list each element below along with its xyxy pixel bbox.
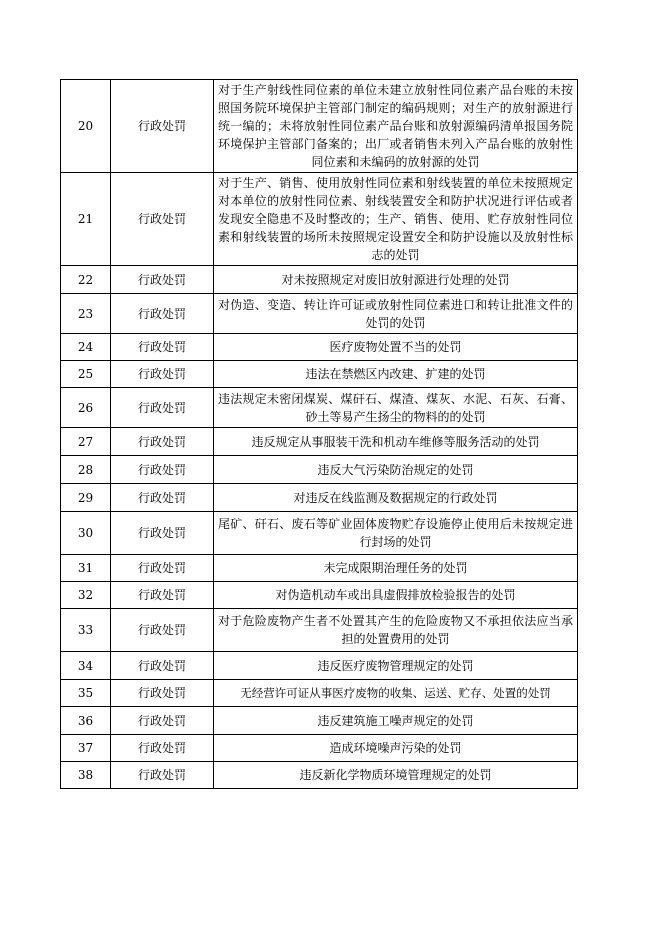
- row-item: 医疗废物处置不当的处罚: [214, 334, 578, 361]
- row-number: 23: [61, 294, 111, 334]
- table-row: [61, 762, 578, 789]
- table-row: [61, 707, 578, 735]
- row-item: 违反大气污染防治规定的处罚: [214, 456, 578, 484]
- row-item: 对于生产射线性同位素的单位未建立放射性同位素产品台账的未按照国务院环境保护主管部门制定的编码规则；对生产的放射源进行统一编的；未将放射性同位素产品台账和放射源编码清单报国务院环境保护主管部门备案的；出厂或者销售未列入产品台账的放射性同位素和未编码的放射源的处罚: [214, 80, 578, 173]
- table-row: [61, 80, 578, 173]
- row-type: 行政处罚: [111, 762, 214, 789]
- row-type: 行政处罚: [111, 707, 214, 735]
- penalty-table: [60, 79, 578, 789]
- row-type: 行政处罚: [111, 555, 214, 582]
- row-type: 行政处罚: [111, 456, 214, 484]
- table-row: [61, 361, 578, 388]
- row-item: 对于生产、销售、使用放射性同位素和射线装置的单位未按照规定对本单位的放射性同位素、射线装置安全和防护状况进行评估或者发现安全隐患不及时整改的；生产、销售、使用、贮存放射性同位素和射线装置的场所未按照规定设置安全和防护设施以及放射性标志的处罚: [214, 173, 578, 266]
- row-item: 违反新化学物质环境管理规定的处罚: [214, 762, 578, 789]
- row-number: 29: [61, 484, 111, 512]
- row-item: 无经营许可证从事医疗废物的收集、运送、贮存、处置的处罚: [214, 680, 578, 707]
- row-type: 行政处罚: [111, 361, 214, 388]
- row-item: 违法在禁燃区内改建、扩建的处罚: [214, 361, 578, 388]
- row-number: 28: [61, 456, 111, 484]
- row-type: 行政处罚: [111, 428, 214, 456]
- row-type: 行政处罚: [111, 512, 214, 555]
- row-item: 违法规定未密闭煤炭、煤矸石、煤渣、煤灰、水泥、石灰、石膏、砂土等易产生扬尘的物料的的处罚: [214, 388, 578, 428]
- row-number: 20: [61, 80, 111, 173]
- table-row: [61, 680, 578, 707]
- row-item: 对违反在线监测及数据规定的行政处罚: [214, 484, 578, 512]
- row-number: 22: [61, 266, 111, 294]
- row-number: 24: [61, 334, 111, 361]
- row-number: 38: [61, 762, 111, 789]
- row-number: 37: [61, 735, 111, 762]
- table-row: [61, 512, 578, 555]
- row-number: 25: [61, 361, 111, 388]
- row-number: 33: [61, 609, 111, 652]
- row-number: 26: [61, 388, 111, 428]
- row-type: 行政处罚: [111, 173, 214, 266]
- row-type: 行政处罚: [111, 266, 214, 294]
- row-number: 27: [61, 428, 111, 456]
- row-item: 未完成限期治理任务的处罚: [214, 555, 578, 582]
- row-type: 行政处罚: [111, 582, 214, 609]
- row-number: 21: [61, 173, 111, 266]
- table-row: [61, 334, 578, 361]
- table-row: [61, 266, 578, 294]
- row-item: 尾矿、矸石、废石等矿业固体废物贮存设施停止使用后未按规定进行封场的处罚: [214, 512, 578, 555]
- row-type: 行政处罚: [111, 294, 214, 334]
- table-row: [61, 456, 578, 484]
- row-item: 对于危险废物产生者不处置其产生的危险废物又不承担依法应当承担的处置费用的处罚: [214, 609, 578, 652]
- table-row: [61, 735, 578, 762]
- row-number: 34: [61, 652, 111, 680]
- row-type: 行政处罚: [111, 484, 214, 512]
- row-number: 30: [61, 512, 111, 555]
- table-row: [61, 428, 578, 456]
- table-row: [61, 484, 578, 512]
- row-number: 36: [61, 707, 111, 735]
- row-type: 行政处罚: [111, 680, 214, 707]
- row-type: 行政处罚: [111, 735, 214, 762]
- table-row: [61, 609, 578, 652]
- row-type: 行政处罚: [111, 652, 214, 680]
- row-type: 行政处罚: [111, 80, 214, 173]
- row-item: 造成环境噪声污染的处罚: [214, 735, 578, 762]
- table-row: [61, 294, 578, 334]
- table-row: [61, 388, 578, 428]
- row-number: 35: [61, 680, 111, 707]
- row-item: 对伪造、变造、转让许可证或放射性同位素进口和转让批准文件的处罚的处罚: [214, 294, 578, 334]
- row-item: 对伪造机动车或出具虚假排放检验报告的处罚: [214, 582, 578, 609]
- table-row: [61, 652, 578, 680]
- table-row: [61, 555, 578, 582]
- row-number: 31: [61, 555, 111, 582]
- row-item: 违反医疗废物管理规定的处罚: [214, 652, 578, 680]
- row-type: 行政处罚: [111, 388, 214, 428]
- row-item: 违反规定从事服装干洗和机动车维修等服务活动的处罚: [214, 428, 578, 456]
- row-item: 对未按照规定对废旧放射源进行处理的处罚: [214, 266, 578, 294]
- row-type: 行政处罚: [111, 334, 214, 361]
- row-type: 行政处罚: [111, 609, 214, 652]
- table-row: [61, 582, 578, 609]
- table-row: [61, 173, 578, 266]
- row-number: 32: [61, 582, 111, 609]
- row-item: 违反建筑施工噪声规定的处罚: [214, 707, 578, 735]
